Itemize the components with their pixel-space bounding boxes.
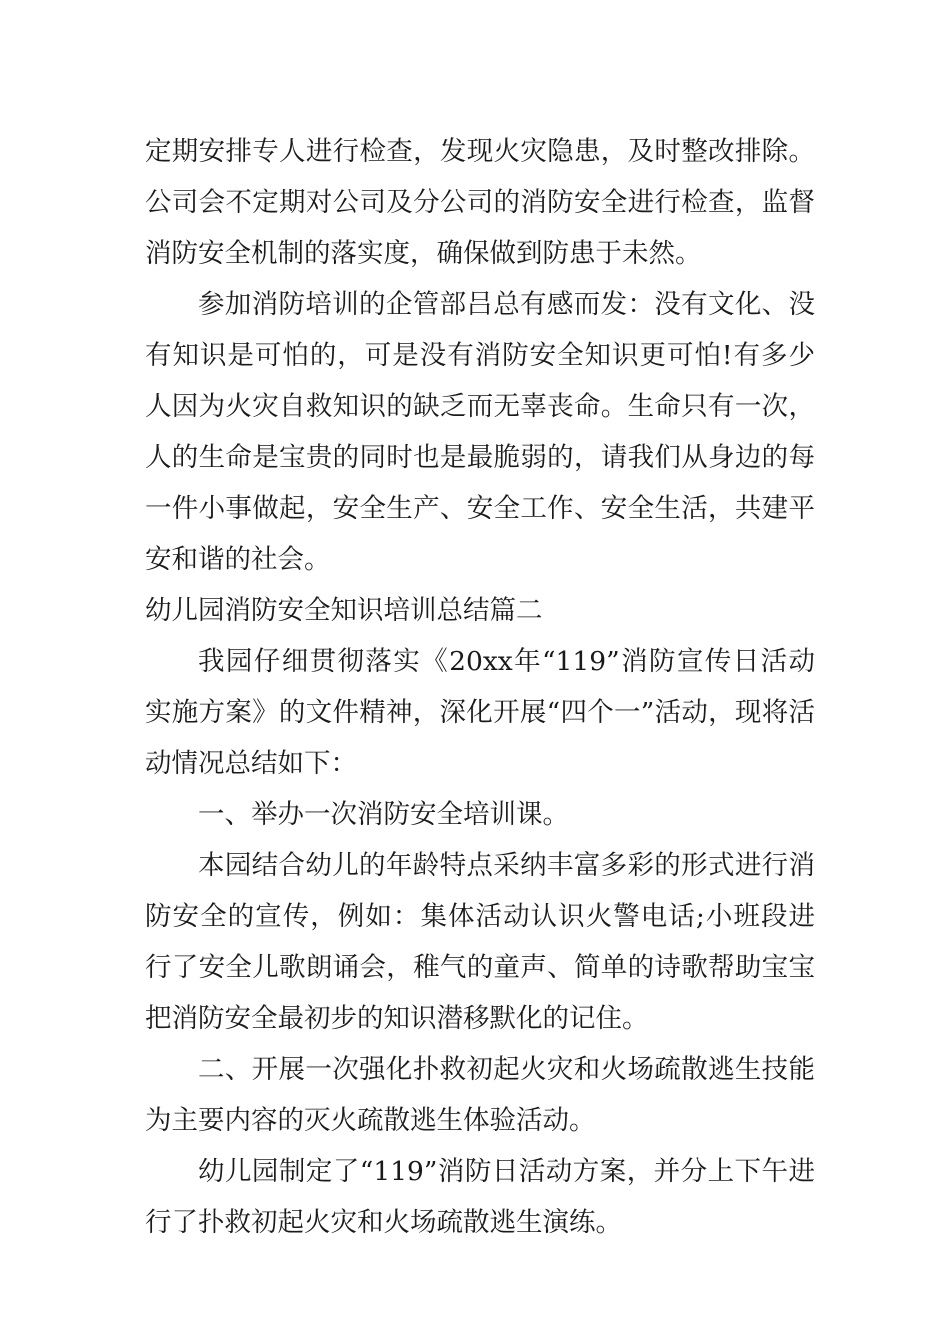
paragraph-item-one: 一、举办一次消防安全培训课。 <box>198 799 569 830</box>
paragraph-item-two-detail: 幼儿园制定了“119”消防日活动方案，并分上下午进行了扑救初起火灾和火场疏散逃生演练。 <box>145 1156 815 1238</box>
section-heading: 幼儿园消防安全知识培训总结篇二 <box>145 595 543 626</box>
document-body <box>145 126 815 1248</box>
paragraph-item-one-detail: 本园结合幼儿的年龄特点采纳丰富多彩的形式进行消防安全的宣传，例如：集体活动认识火警电话;小班段进行了安全儿歌朗诵会，稚气的童声、简单的诗歌帮助宝宝把消防安全最初步的知识潜移默化的记住。 <box>145 850 815 1034</box>
paragraph-inspection: 定期安排专人进行检查，发现火灾隐患，及时整改排除。公司会不定期对公司及分公司的消防安全进行检查，监督消防安全机制的落实度，确保做到防患于未然。 <box>145 136 815 269</box>
paragraph-manager-quote: 参加消防培训的企管部吕总有感而发：没有文化、没有知识是可怕的，可是没有消防安全知识更可怕!有多少人因为火灾自救知识的缺乏而无辜丧命。生命只有一次，人的生命是宝贵的同时也是最脆弱的，请我们从身边的每一件小事做起，安全生产、安全工作、安全生活，共建平安和谐的社会。 <box>145 289 815 575</box>
paragraph-intro: 我园仔细贯彻落实《20xx年“119”消防宣传日活动实施方案》的文件精神，深化开展“四个一”活动，现将活动情况总结如下： <box>145 646 815 779</box>
paragraph-item-two: 二、开展一次强化扑救初起火灾和火场疏散逃生技能为主要内容的灭火疏散逃生体验活动。 <box>145 1054 815 1136</box>
